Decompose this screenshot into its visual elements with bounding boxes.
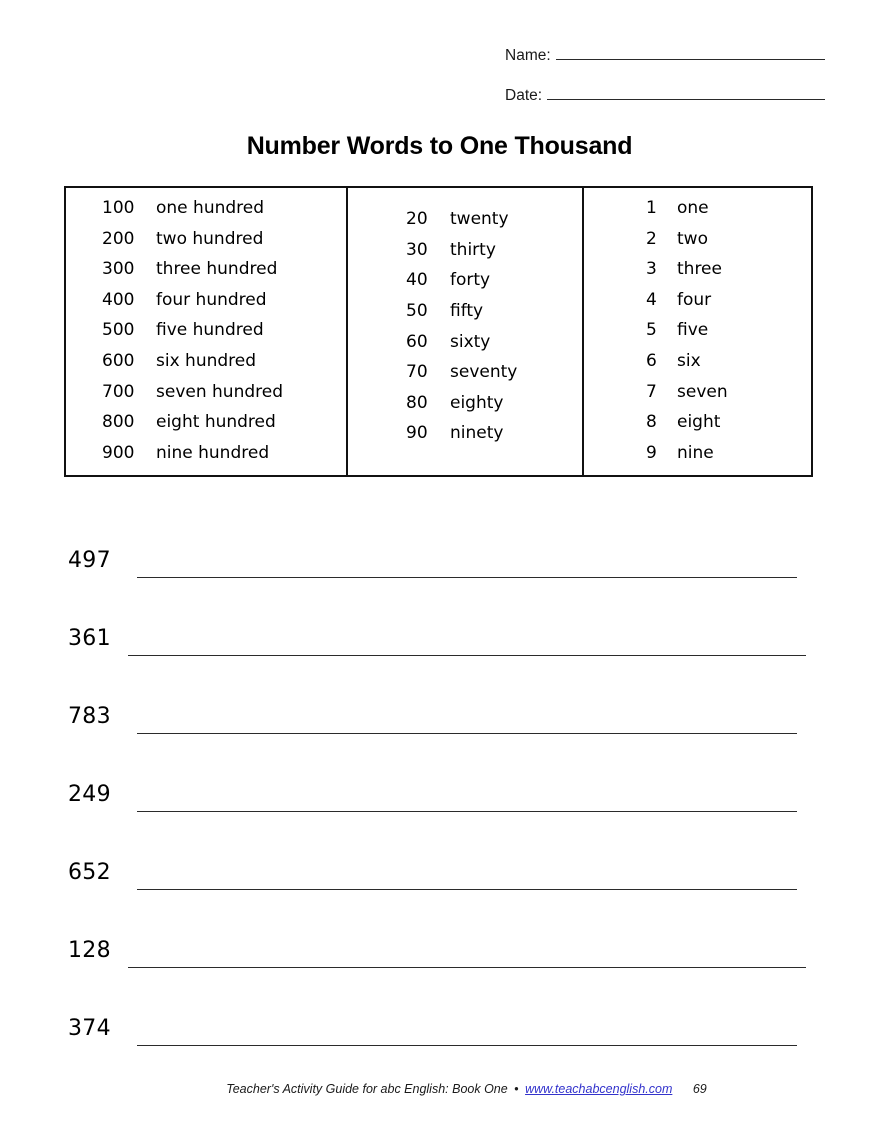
number-word: one hundred — [156, 198, 265, 218]
table-row — [66, 412, 346, 443]
table-row — [584, 229, 811, 260]
exercise-numeral: 128 — [68, 938, 111, 963]
table-row — [348, 270, 582, 301]
exercise-row — [0, 616, 879, 694]
table-row — [348, 209, 582, 240]
exercise-numeral: 249 — [68, 782, 111, 807]
number-word: seven hundred — [156, 381, 283, 402]
number-word: six hundred — [156, 350, 257, 371]
number-word: four — [677, 289, 712, 310]
exercise-row — [0, 538, 879, 616]
name-label: Name: — [505, 47, 551, 64]
table-row — [584, 320, 811, 351]
reference-table — [64, 186, 813, 477]
table-row — [348, 301, 582, 332]
number-word: sixty — [450, 331, 491, 352]
table-row — [348, 362, 582, 393]
numeral: 3 — [646, 259, 657, 280]
footer-inner — [226, 1082, 707, 1096]
number-word: forty — [450, 270, 491, 291]
numeral: 500 — [102, 320, 135, 341]
answer-line[interactable] — [137, 889, 797, 890]
numeral: 4 — [646, 289, 657, 310]
numeral: 900 — [102, 442, 135, 463]
number-word: fifty — [450, 300, 484, 321]
table-row — [348, 332, 582, 363]
exercise-numeral: 497 — [68, 548, 111, 573]
name-field-row — [505, 46, 825, 65]
exercise-row — [0, 1006, 879, 1084]
numeral: 300 — [102, 259, 135, 280]
number-word: five hundred — [156, 320, 264, 341]
date-field-row — [505, 86, 825, 105]
reference-column-hundreds — [66, 188, 348, 475]
answer-line[interactable] — [137, 811, 797, 812]
number-word: ninety — [450, 423, 504, 444]
table-row — [66, 259, 346, 290]
table-row — [348, 393, 582, 424]
table-row — [66, 198, 346, 229]
table-row — [584, 259, 811, 290]
number-word: nine hundred — [156, 442, 270, 463]
number-word: four hundred — [156, 289, 267, 310]
numeral: 90 — [406, 423, 428, 444]
numeral: 70 — [406, 362, 428, 383]
numeral: 5 — [646, 320, 657, 341]
number-word: six — [677, 350, 701, 371]
exercise-list — [0, 538, 879, 1084]
table-row — [584, 382, 811, 413]
number-word: one — [677, 198, 709, 218]
numeral: 20 — [406, 209, 428, 230]
numeral: 30 — [406, 239, 428, 260]
date-input[interactable] — [547, 86, 825, 100]
numeral: 100 — [102, 198, 135, 218]
answer-line[interactable] — [128, 655, 806, 656]
number-word: nine — [677, 442, 714, 463]
reference-column-tens — [348, 188, 584, 475]
table-row — [584, 412, 811, 443]
numeral: 50 — [406, 300, 428, 321]
table-row — [584, 443, 811, 474]
footer-url-link[interactable]: www.teachabcenglish.com — [525, 1082, 673, 1096]
number-word: twenty — [450, 209, 509, 230]
numeral: 200 — [102, 228, 135, 249]
page-number: 69 — [692, 1082, 707, 1096]
table-row — [66, 382, 346, 413]
footer — [0, 1082, 879, 1096]
number-word: thirty — [450, 239, 496, 260]
table-row — [66, 351, 346, 382]
table-row — [584, 351, 811, 382]
exercise-numeral: 652 — [68, 860, 111, 885]
table-row — [66, 443, 346, 474]
number-word: seventy — [450, 362, 518, 383]
numeral: 6 — [646, 350, 657, 371]
number-word: two hundred — [156, 228, 264, 249]
numeral: 40 — [406, 270, 428, 291]
table-row — [66, 229, 346, 260]
exercise-row — [0, 772, 879, 850]
numeral: 1 — [646, 198, 657, 218]
number-word: five — [677, 320, 709, 341]
numeral: 9 — [646, 442, 657, 463]
number-word: eight hundred — [156, 412, 276, 433]
date-label: Date: — [505, 87, 543, 104]
table-row — [348, 423, 582, 454]
answer-line[interactable] — [128, 967, 806, 968]
exercise-row — [0, 694, 879, 772]
footer-source-text: Teacher's Activity Guide for abc English: Book One — [226, 1082, 508, 1096]
number-word: three hundred — [156, 259, 278, 280]
numeral: 60 — [406, 331, 428, 352]
table-row — [348, 240, 582, 271]
exercise-numeral: 374 — [68, 1016, 111, 1041]
exercise-numeral: 783 — [68, 704, 111, 729]
number-word: eighty — [450, 392, 504, 413]
numeral: 600 — [102, 350, 135, 371]
number-word: two — [677, 228, 708, 249]
number-word: three — [677, 259, 722, 280]
name-input[interactable] — [556, 46, 825, 60]
numeral: 700 — [102, 381, 135, 402]
answer-line[interactable] — [137, 1045, 797, 1046]
numeral: 7 — [646, 381, 657, 402]
table-row — [66, 290, 346, 321]
table-row — [66, 320, 346, 351]
numeral: 400 — [102, 289, 135, 310]
numeral: 80 — [406, 392, 428, 413]
header-fields — [505, 46, 825, 126]
number-word: seven — [677, 381, 728, 402]
answer-line[interactable] — [137, 733, 797, 734]
reference-column-ones — [584, 188, 811, 475]
numeral: 8 — [646, 412, 657, 433]
exercise-row — [0, 928, 879, 1006]
numeral: 2 — [646, 228, 657, 249]
footer-separator: • — [514, 1082, 519, 1096]
exercise-row — [0, 850, 879, 928]
answer-line[interactable] — [137, 577, 797, 578]
table-row — [584, 198, 811, 229]
numeral: 800 — [102, 412, 135, 433]
exercise-numeral: 361 — [68, 626, 111, 651]
page-title — [0, 132, 879, 161]
table-row — [584, 290, 811, 321]
page-title-text: Number Words to One Thousand — [246, 132, 633, 160]
number-word: eight — [677, 412, 721, 433]
